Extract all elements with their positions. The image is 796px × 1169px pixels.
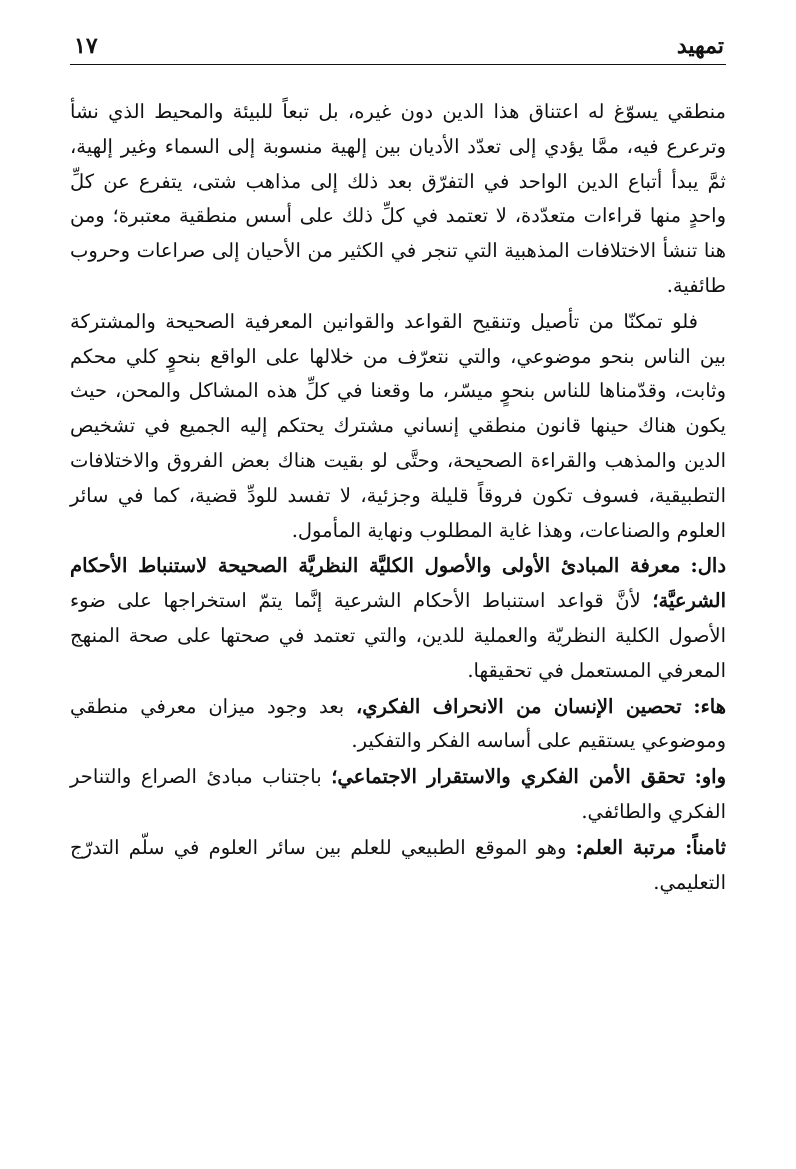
paragraph-text: فلو تمكنّا من تأصيل وتنقيح القواعد والقوانين المعرفية الصحيحة والمشتركة بين الناس بنحو موضوعي، والتي نتعرّف من خلالها على الواقع بنحوٍ كلي محكم وثابت، وقدّمناها للناس بنحوٍ ميسّر، ما وقعنا في كلِّ هذه المشاكل والمحن، حيث يكون هناك حينها قانون منطقي إنساني مشترك يحتكم إليه الجميع في تشخيص الدين والمذهب والقراءة الصحيحة، وحتَّى لو بقيت هناك بعض الفروق والاختلافات التطبيقية، فسوف تكون فروقاً قليلة وجزئية، لا تفسد للودِّ قضية، كما في سائر العلوم والصناعات، وهذا غاية المطلوب ونهاية المأمول. — [70, 309, 726, 542]
list-item-label: دال: — [690, 554, 726, 578]
page-body — [70, 95, 726, 900]
list-item-heading: معرفة المبادئ الأولى والأصول الكليَّة النظريَّة الصحيحة لاستنباط الأحكام الشرعيَّة؛ — [70, 554, 726, 613]
list-item-text: بعد وجود ميزان معرفي منطقي وموضوعي يستقيم على أساسه الفكر والتفكير. — [70, 694, 726, 753]
book-page — [70, 28, 726, 1169]
paragraph-text: منطقي يسوّغ له اعتناق هذا الدين دون غيره، بل تبعاً للبيئة والمحيط الذي نشأ وترعرع فيه، ممَّا يؤدي إلى تعدّد الأديان بين إلهية منسوبة إلى السماء وغير إلهية، ثمَّ يبدأ أتباع الدين الواحد في التفرّق بعد ذلك إلى مذاهب شتى، يتفرع عن كلِّ واحدٍ منها قراءات متعدّدة، لا تعتمد في كلِّ ذلك على أسس منطقية معتبرة؛ ومن هنا تنشأ الاختلافات المذهبية التي تنجر في الكثير من الأحيان إلى صراعات وحروب طائفية. — [70, 100, 726, 297]
page-header — [70, 28, 726, 65]
list-item-text: باجتناب مبادئ الصراع والتناحر الفكري والطائفي. — [70, 765, 726, 823]
list-item-heading: تحصين الإنسان من الانحراف الفكري، — [356, 694, 682, 718]
section-title: تمهيد — [676, 33, 724, 59]
list-item — [70, 549, 726, 688]
list-item-label: واو: — [694, 765, 727, 789]
list-item — [70, 760, 726, 830]
paragraph — [70, 305, 726, 549]
list-item-text: لأنَّ قواعد استنباط الأحكام الشرعية إنَّما يتمّ استخراجها على ضوء الأصول الكلية النظريّة والعملية للدين، والتي تعتمد في صحتها على صحة المنهج المعرفي المستعمل في تحقيقها. — [70, 589, 726, 682]
list-item-heading: تحقق الأمن الفكري والاستقرار الاجتماعي؛ — [331, 765, 686, 789]
paragraph — [70, 95, 726, 304]
list-item-label: ثامناً: — [685, 835, 726, 859]
list-item-heading: مرتبة العلم: — [575, 835, 676, 859]
list-item — [70, 690, 726, 760]
page-number: ١٧ — [74, 33, 98, 59]
list-item-text: وهو الموقع الطبيعي للعلم بين سائر العلوم في سلّم التدرّج التعليمي. — [70, 835, 726, 894]
list-item-label: هاء: — [693, 694, 727, 718]
list-item — [70, 831, 726, 901]
